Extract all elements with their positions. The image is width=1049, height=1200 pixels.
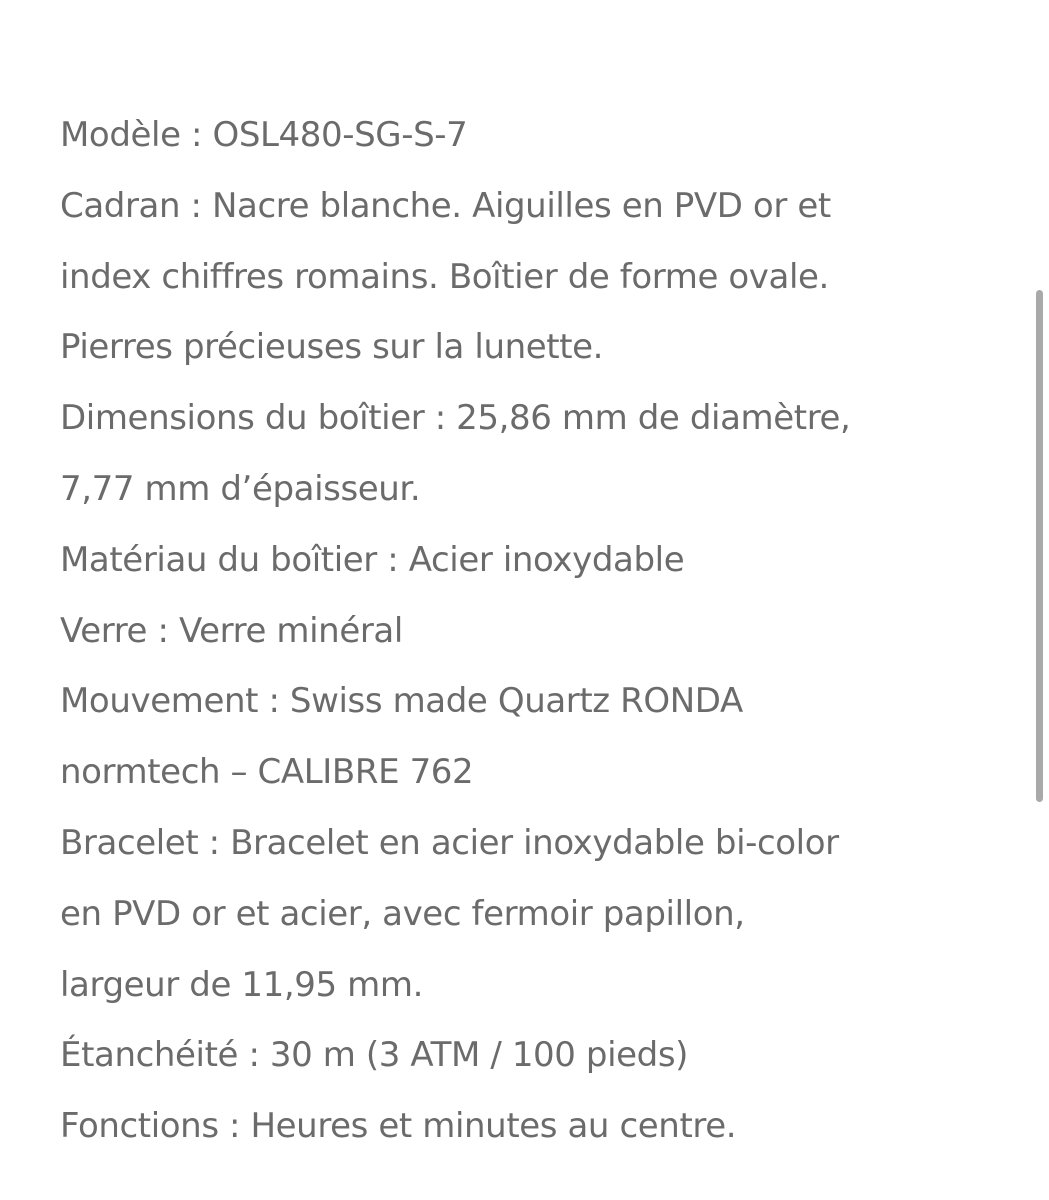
scrollbar-thumb[interactable] — [1036, 290, 1043, 802]
vertical-scrollbar[interactable] — [1036, 290, 1043, 802]
spec-water-resistance: Étanchéité : 30 m (3 ATM / 100 pieds) — [60, 1035, 689, 1076]
spec-dial-stones: Pierres précieuses sur la lunette. — [60, 327, 604, 368]
spec-movement: Mouvement : Swiss made Quartz RONDA — [60, 681, 743, 722]
spec-dial-continued: index chiffres romains. Boîtier de forme ovale. — [60, 256, 829, 297]
spec-dial: Cadran : Nacre blanche. Aiguilles en PVD or et — [60, 185, 831, 226]
spec-functions: Fonctions : Heures et minutes au centre. — [60, 1106, 737, 1147]
spec-model: Modèle : OSL480-SG-S-7 — [60, 115, 468, 155]
spec-case-thickness: 7,77 mm d’épaisseur. — [60, 468, 421, 509]
spec-bracelet-width: largeur de 11,95 mm. — [60, 964, 423, 1005]
spec-movement-calibre: normtech – CALIBRE 762 — [60, 752, 474, 793]
spec-case-dimensions: Dimensions du boîtier : 25,86 mm de diamètre, — [60, 398, 851, 439]
spec-case-material: Matériau du boîtier : Acier inoxydable — [60, 539, 685, 580]
spec-bracelet: Bracelet : Bracelet en acier inoxydable bi-color — [60, 822, 839, 863]
spec-glass: Verre : Verre minéral — [60, 610, 403, 651]
spec-bracelet-clasp: en PVD or et acier, avec fermoir papillon, — [60, 893, 745, 934]
product-specifications — [60, 100, 1020, 1162]
